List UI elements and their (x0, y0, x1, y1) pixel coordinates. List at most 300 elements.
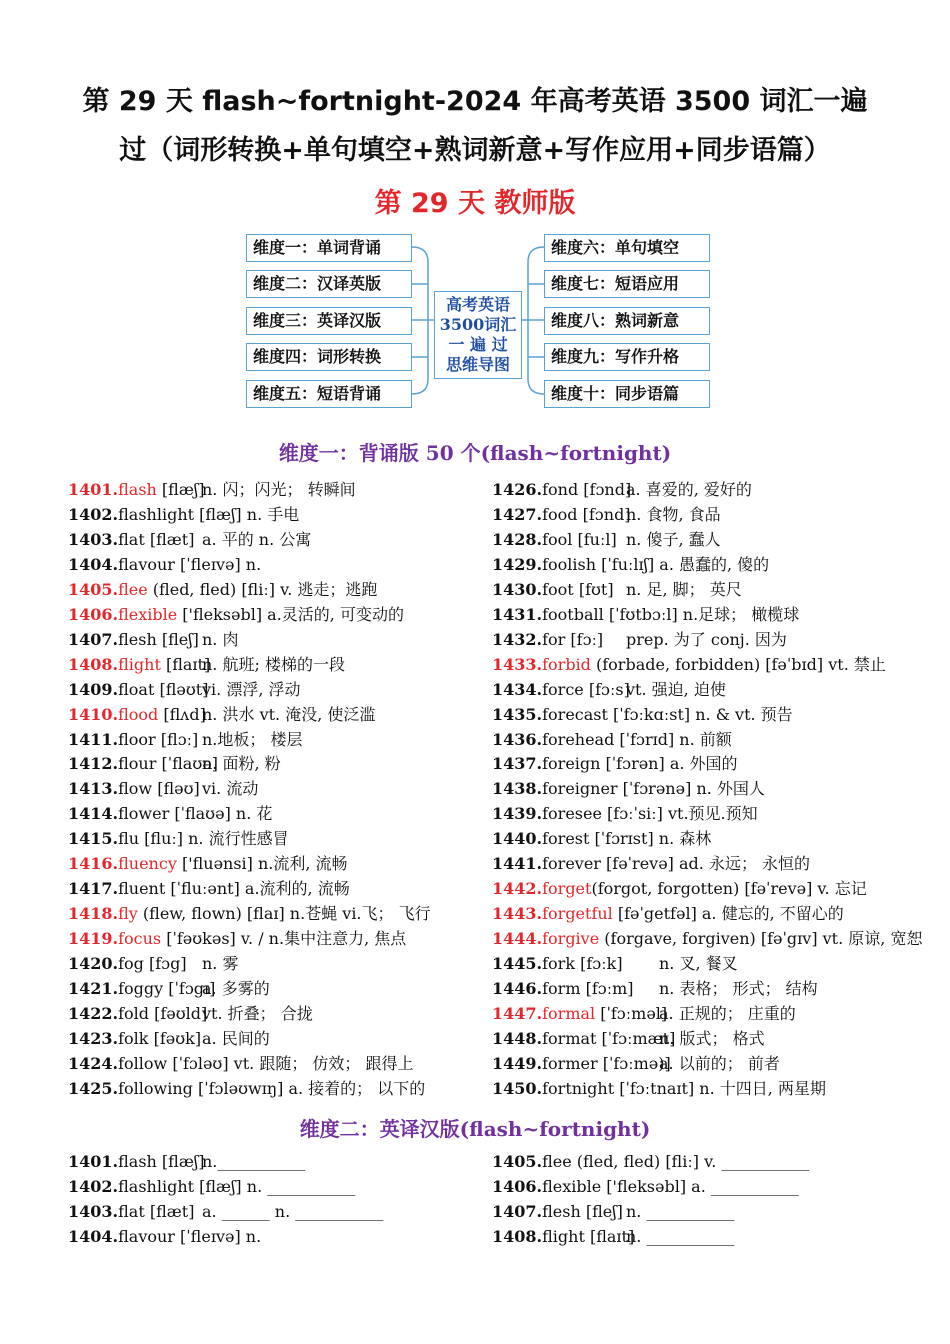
mindmap-item-left: 维度四：词形转换 (246, 343, 412, 371)
entry-number: 1434. (492, 679, 543, 699)
entry-number: 1416. (68, 854, 119, 874)
entry-word: forever (542, 854, 601, 874)
vocab-entry (492, 1202, 734, 1222)
vocab-entry (492, 1029, 765, 1049)
entry-head (68, 1029, 202, 1049)
entry-number: 1430. (492, 579, 543, 599)
vocab-entry (492, 480, 752, 500)
entry-word: floor (118, 729, 156, 749)
entry-definition: n.地板； 楼层 (202, 729, 303, 749)
entry-definition: n. ___________ (626, 1202, 735, 1221)
vocab-entry (68, 580, 377, 600)
entry-head (68, 704, 206, 725)
entry-number: 1427. (492, 504, 543, 524)
vocab-entry (68, 630, 238, 650)
entry-phonetic: [fɔnd] (578, 480, 632, 499)
entry-number: 1409. (68, 679, 119, 699)
entry-word: flee (542, 1152, 572, 1171)
entry-phonetic: [fuːl] (572, 529, 617, 549)
entry-head (68, 1227, 261, 1247)
entry-word: forehead (542, 729, 615, 749)
entry-word: fortnight (542, 1078, 615, 1098)
vocab-entry (68, 530, 311, 550)
entry-word: fly (118, 904, 138, 924)
vocab-entry (492, 555, 769, 575)
vocab-entry (492, 854, 810, 874)
entry-definition: n. 足, 脚； 英尺 (626, 579, 742, 599)
entry-number: 1408. (68, 654, 119, 674)
entry-number: 1437. (492, 754, 543, 774)
entry-phonetic: (forbade, forbidden) [fəˈbɪd] vt. 禁止 (590, 654, 886, 674)
vocab-entry (68, 555, 261, 575)
vocab-entry (68, 505, 299, 525)
entry-definition: a. 多雾的 (202, 979, 270, 998)
entry-phonetic: [ˈfɔːmæt] (596, 1028, 676, 1048)
entry-word: flashlight (118, 504, 195, 524)
entry-head (68, 879, 350, 899)
entry-word: flash (118, 480, 157, 499)
entry-word: flow (118, 779, 153, 799)
vocab-entry (492, 680, 726, 700)
vocab-entry (68, 804, 272, 824)
entry-phonetic: [ˈfluːənt] a.流利的, 流畅 (165, 879, 350, 899)
entry-word: format (542, 1028, 597, 1048)
entry-phonetic: [ˈfɔːkɑːst] n. & vt. 预告 (607, 704, 793, 724)
entry-head (492, 555, 769, 575)
entry-phonetic: [fɔːˈsiː] vt.预见.预知 (601, 804, 758, 824)
mindmap-item-right: 维度十：同步语篇 (544, 380, 710, 408)
entry-number: 1448. (492, 1028, 543, 1048)
entry-number: 1447. (492, 1003, 543, 1023)
entry-number: 1443. (492, 904, 543, 924)
entry-word: flu (118, 829, 140, 849)
entry-word: forget (542, 879, 592, 899)
entry-word: forgive (542, 929, 600, 949)
entry-phonetic: [fɔːs] (583, 679, 630, 699)
entry-number: 1426. (492, 480, 543, 499)
entry-word: foresee (542, 804, 602, 824)
vocab-entry (68, 1152, 305, 1172)
entry-head (492, 1053, 671, 1074)
vocab-entry (68, 1054, 414, 1074)
entry-number: 1405. (492, 1152, 543, 1171)
entry-word: flat (118, 529, 145, 549)
entry-head (68, 1054, 414, 1074)
entry-head (68, 754, 218, 774)
entry-head (492, 730, 732, 750)
entry-number: 1405. (68, 579, 119, 599)
entry-definition: n. 洪水 vt. 淹没, 使泛滥 (202, 704, 376, 724)
entry-head (68, 1152, 205, 1172)
entry-number: 1425. (68, 1078, 119, 1098)
entry-definition: a. 以前的； 前者 (659, 1053, 780, 1073)
entry-head (492, 904, 844, 924)
entry-word: flesh (542, 1202, 581, 1221)
vocab-entry (68, 1177, 355, 1197)
vocab-entry (68, 705, 375, 725)
entry-definition: a. 喜爱的, 爱好的 (626, 480, 752, 499)
vocab-entry (68, 655, 345, 675)
mindmap-item-right: 维度九：写作升格 (544, 343, 710, 371)
entry-number: 1449. (492, 1053, 543, 1073)
vocab-entry (68, 904, 431, 924)
entry-word: flavour (118, 1227, 175, 1246)
vocab-entry (68, 1004, 313, 1024)
entry-phonetic: [ˈfɔgɪ] (163, 979, 216, 998)
entry-head (492, 580, 626, 600)
vocab-entry (68, 979, 270, 999)
entry-word: folk (118, 1028, 149, 1048)
vocab-entry (492, 730, 732, 750)
entry-phonetic: [fləʊ] (152, 779, 200, 799)
vocab-entry (492, 605, 799, 625)
entry-word: flat (118, 1202, 145, 1221)
entry-definition: n. 食物, 食品 (626, 504, 721, 524)
entry-phonetic: [ˈfleɪvə] n. (174, 554, 262, 574)
entry-head (492, 829, 711, 849)
vocab-entry (492, 754, 738, 774)
entry-phonetic: [flæʃ] n. ___________ (194, 1177, 356, 1196)
entry-head (68, 730, 202, 750)
entry-phonetic: (forgave, forgiven) [fəˈgɪv] vt. 原谅, 宽恕 (599, 929, 923, 949)
entry-head (492, 854, 810, 874)
entry-word: force (542, 679, 584, 699)
entry-phonetic: (forgot, forgotten) [fəˈrevə] v. 忘记 (591, 879, 867, 899)
entry-number: 1432. (492, 629, 543, 649)
entry-head (68, 505, 299, 525)
entry-phonetic: [ˈfɔrən] a. 外国的 (600, 754, 738, 774)
entry-number: 1438. (492, 779, 543, 799)
entry-word: float (118, 679, 155, 699)
entry-word: for (542, 629, 566, 649)
entry-word: foggy (118, 979, 164, 998)
entry-word: forgetful (542, 904, 613, 924)
entry-phonetic: ['fleksəbl] a. ___________ (601, 1177, 799, 1196)
entry-number: 1450. (492, 1078, 543, 1098)
entry-definition: n. 航班; 楼梯的一段 (202, 654, 345, 674)
entry-phonetic: [ˈfɔləʊ] vt. 跟随； 仿效； 跟得上 (167, 1053, 414, 1073)
entry-phonetic: [fəˈgetfəl] a. 健忘的, 不留心的 (612, 904, 844, 924)
entry-word: flexible (542, 1177, 602, 1196)
entry-number: 1406. (68, 604, 119, 624)
entry-head (492, 779, 765, 799)
entry-definition: a. 正规的； 庄重的 (659, 1003, 796, 1023)
vocab-entry (68, 680, 301, 700)
entry-head (68, 954, 202, 974)
entry-number: 1404. (68, 1227, 119, 1246)
entry-number: 1441. (492, 854, 543, 874)
entry-phonetic: [ˈfɔːmə)] (597, 1053, 671, 1073)
entry-word: fond (542, 480, 579, 499)
entry-head (492, 804, 758, 824)
entry-phonetic: [fɔnd] (577, 504, 631, 524)
mindmap-item-left: 维度三：英译汉版 (246, 307, 412, 335)
entry-word: follow (118, 1053, 168, 1073)
entry-number: 1440. (492, 829, 543, 849)
entry-number: 1414. (68, 804, 119, 824)
entry-phonetic: [fleʃ] (156, 629, 199, 649)
entry-word: fluent (118, 879, 166, 899)
entry-head (492, 1003, 668, 1024)
entry-phonetic: [fɔː] (565, 629, 604, 649)
vocab-entry (492, 530, 721, 550)
entry-number: 1408. (492, 1227, 543, 1246)
mindmap-center-line: 高考英语 (445, 295, 510, 314)
entry-phonetic: [ˈflaʊə] n. 花 (169, 804, 273, 824)
entry-definition: vi. 流动 (202, 779, 259, 799)
entry-head (492, 1079, 826, 1099)
vocab-entry (492, 779, 765, 799)
entry-word: fork (542, 954, 576, 974)
entry-definition: a. 民间的 (202, 1028, 270, 1048)
entry-number: 1433. (492, 654, 543, 674)
entry-number: 1410. (68, 704, 119, 724)
entry-word: flour (118, 754, 157, 774)
entry-definition: vt. 折叠； 合拢 (202, 1003, 313, 1023)
entry-number: 1435. (492, 704, 543, 724)
mindmap-center-line: 思维导图 (445, 355, 510, 374)
entry-number: 1436. (492, 729, 543, 749)
entry-word: fog (118, 954, 144, 974)
entry-phonetic: [ˈfleɪvə] n. (174, 1227, 262, 1246)
vocab-entry (492, 904, 844, 924)
entry-head (68, 1079, 425, 1099)
entry-head (492, 705, 793, 725)
entry-word: form (542, 979, 581, 998)
entry-definition: n. 叉, 餐叉 (659, 954, 738, 974)
entry-head (68, 804, 272, 824)
entry-phonetic: [ˈfɔːməl] (595, 1003, 668, 1023)
mindmap-center-line: 一 遍 过 (448, 335, 508, 354)
mindmap-item-right: 维度八：熟词新意 (544, 307, 710, 335)
entry-head (492, 1152, 809, 1172)
vocab-entry (492, 954, 738, 974)
entry-definition: a. 平的 n. 公寓 (202, 529, 312, 549)
vocab-entry (68, 605, 404, 625)
entry-phonetic: ['fleksəbl] a.灵活的, 可变动的 (177, 604, 404, 624)
entry-number: 1415. (68, 829, 119, 849)
entry-number: 1403. (68, 529, 119, 549)
entry-head (492, 929, 922, 949)
entry-definition: n. 表格； 形式； 结构 (659, 979, 818, 998)
entry-number: 1442. (492, 879, 543, 899)
entry-word: fool (542, 529, 573, 549)
entry-word: forecast (542, 704, 608, 724)
entry-number: 1411. (68, 729, 119, 749)
entry-head (68, 530, 202, 550)
mindmap-item-left: 维度二：汉译英版 (246, 270, 412, 298)
entry-number: 1412. (68, 754, 119, 774)
entry-head (68, 904, 431, 924)
entry-word: forest (542, 829, 590, 849)
entry-number: 1419. (68, 929, 119, 949)
entry-head (68, 679, 209, 700)
entry-word: food (542, 504, 578, 524)
entry-head (68, 1003, 208, 1024)
vocab-entry (68, 730, 302, 750)
entry-phonetic: [flæt] (144, 1202, 195, 1221)
entry-phonetic: [fəʊk] (148, 1028, 202, 1048)
entry-number: 1420. (68, 954, 119, 974)
entry-head (492, 1227, 635, 1247)
entry-word: flavour (118, 554, 175, 574)
entry-word: formal (542, 1003, 596, 1023)
vocab-entry (68, 1227, 261, 1247)
entry-word: following (118, 1078, 193, 1098)
entry-phonetic: [fleʃ] (580, 1202, 623, 1221)
entry-number: 1446. (492, 979, 543, 998)
entry-number: 1401. (68, 480, 119, 499)
entry-head (68, 854, 348, 874)
entry-word: foot (542, 579, 574, 599)
vocab-entry (68, 879, 350, 899)
entry-word: flood (118, 704, 159, 724)
entry-phonetic: [fʊt] (573, 579, 614, 599)
entry-head (492, 1028, 676, 1049)
entry-head (492, 754, 738, 774)
entry-definition: n. 肉 (202, 629, 239, 649)
entry-head (68, 1202, 202, 1222)
entry-word: football (542, 604, 604, 624)
entry-head (492, 504, 631, 525)
vocab-entry (68, 829, 289, 849)
entry-word: foolish (542, 554, 597, 574)
entry-phonetic: (flew, flown) [flaɪ] n.苍蝇 vi.飞； 飞行 (137, 904, 431, 924)
entry-phonetic: [ˈfɔrɪst] n. 森林 (589, 829, 712, 849)
entry-definition: n. 雾 (202, 954, 239, 974)
vocab-entry (492, 580, 742, 600)
entry-head (68, 630, 202, 650)
entry-phonetic: [fəˈrevə] ad. 永远； 永恒的 (600, 854, 811, 874)
vocab-entry (492, 1177, 799, 1197)
page-title-line-2: 过（词形转换+单句填空+熟词新意+写作应用+同步语篇） (119, 135, 831, 166)
vocab-entry (68, 1079, 425, 1099)
entry-definition: n. 傻子, 蠢人 (626, 529, 721, 549)
vocab-entry (492, 804, 758, 824)
entry-phonetic: [ˈfɔləʊwɪŋ] a. 接着的； 以下的 (192, 1078, 426, 1098)
entry-phonetic: (fled, fled) [fliː] v. ___________ (571, 1152, 810, 1171)
entry-head (492, 679, 630, 700)
vocab-entry (492, 630, 787, 650)
vocab-entry (68, 1029, 270, 1049)
section-2-heading: 维度二：英译汉版(flash~fortnight) (299, 1117, 651, 1141)
entry-head (68, 555, 261, 575)
entry-head (492, 879, 867, 899)
entry-phonetic: [ˈfɔːtnaɪt] n. 十四日, 两星期 (614, 1078, 826, 1098)
entry-definition: a. ______ n. ___________ (202, 1202, 384, 1221)
entry-head (492, 954, 659, 974)
entry-phonetic: [fɔːk] (575, 954, 623, 974)
entry-head (492, 605, 799, 625)
entry-word: flee (118, 579, 148, 599)
entry-phonetic: [ˈfuːlɪʃ] a. 愚蠢的, 傻的 (596, 554, 770, 574)
entry-head (68, 979, 216, 999)
vocab-entry (492, 1004, 796, 1024)
entry-head (492, 1177, 799, 1197)
vocab-entry (492, 1079, 826, 1099)
vocab-entry (68, 954, 238, 974)
entry-word: foreign (542, 754, 601, 774)
entry-phonetic: ['fluənsi] n.流利, 流畅 (176, 854, 348, 874)
entry-definition: vt. 强迫, 迫使 (626, 679, 726, 699)
entry-head (68, 929, 406, 949)
entry-number: 1417. (68, 879, 119, 899)
vocab-entry (68, 779, 258, 799)
vocab-entry (492, 829, 711, 849)
entry-head (68, 580, 377, 600)
entry-head (492, 979, 659, 999)
entry-word: flower (118, 804, 170, 824)
vocab-entry (68, 754, 281, 774)
vocab-entry (492, 655, 886, 675)
entry-number: 1413. (68, 779, 119, 799)
entry-phonetic: [fɔg] (143, 954, 187, 974)
vocab-entry (492, 879, 867, 899)
entry-number: 1402. (68, 1177, 119, 1196)
entry-phonetic: [flaɪt] (584, 1227, 635, 1246)
entry-head (68, 1177, 355, 1197)
entry-phonetic: (fled, fled) [fliː] v. 逃走；逃跑 (147, 579, 378, 599)
entry-number: 1407. (68, 629, 119, 649)
entry-definition: n. 面粉, 粉 (202, 754, 281, 774)
entry-word: flashlight (118, 1177, 195, 1196)
entry-head (492, 530, 626, 550)
entry-number: 1407. (492, 1202, 543, 1221)
entry-number: 1403. (68, 1202, 119, 1221)
entry-head (492, 655, 886, 675)
entry-phonetic: [ˈfɔrɪd] n. 前额 (614, 729, 732, 749)
entry-phonetic: [flɔː] (155, 729, 199, 749)
entry-head (492, 630, 626, 650)
entry-phonetic: [flæʃ] n. 手电 (194, 504, 300, 524)
entry-phonetic: [ˈfɔrənə] n. 外国人 (617, 779, 765, 799)
entry-number: 1431. (492, 604, 543, 624)
mindmap-center-line: 3500词汇 (439, 315, 517, 334)
entry-phonetic: [flʌd] (158, 704, 206, 724)
entry-phonetic: [flæʃ] (156, 480, 205, 499)
vocab-entry (68, 1202, 383, 1222)
entry-phonetic: [fləʊt] (154, 679, 209, 699)
entry-head (68, 605, 404, 625)
entry-phonetic: [fɔːm] (580, 979, 634, 998)
vocab-entry (492, 705, 793, 725)
entry-number: 1418. (68, 904, 119, 924)
entry-number: 1424. (68, 1053, 119, 1073)
entry-word: focus (118, 929, 162, 949)
entry-number: 1421. (68, 979, 119, 998)
vocab-entry (492, 1152, 809, 1172)
entry-word: flight (542, 1227, 585, 1246)
entry-definition: vi. 漂浮, 浮动 (202, 679, 301, 699)
entry-word: flight (118, 654, 161, 674)
entry-number: 1445. (492, 954, 543, 974)
entry-definition: n. 闪；闪光； 转瞬间 (202, 480, 356, 499)
entry-number: 1422. (68, 1003, 119, 1023)
section-1-heading: 维度一：背诵版 50 个(flash~fortnight) (278, 441, 672, 465)
entry-phonetic: [fəʊld] (149, 1003, 208, 1023)
entry-word: fluency (118, 854, 177, 874)
entry-word: flash (118, 1152, 157, 1171)
entry-number: 1428. (492, 529, 543, 549)
entry-word: flesh (118, 629, 157, 649)
vocab-entry (68, 480, 356, 500)
vocab-entry (492, 1227, 734, 1247)
entry-number: 1406. (492, 1177, 543, 1196)
entry-phonetic: [ˈfəʊkəs] v. / n.集中注意力, 焦点 (161, 929, 407, 949)
entry-head (68, 480, 205, 500)
entry-definition: n. ___________ (626, 1227, 735, 1246)
entry-head (68, 654, 211, 675)
